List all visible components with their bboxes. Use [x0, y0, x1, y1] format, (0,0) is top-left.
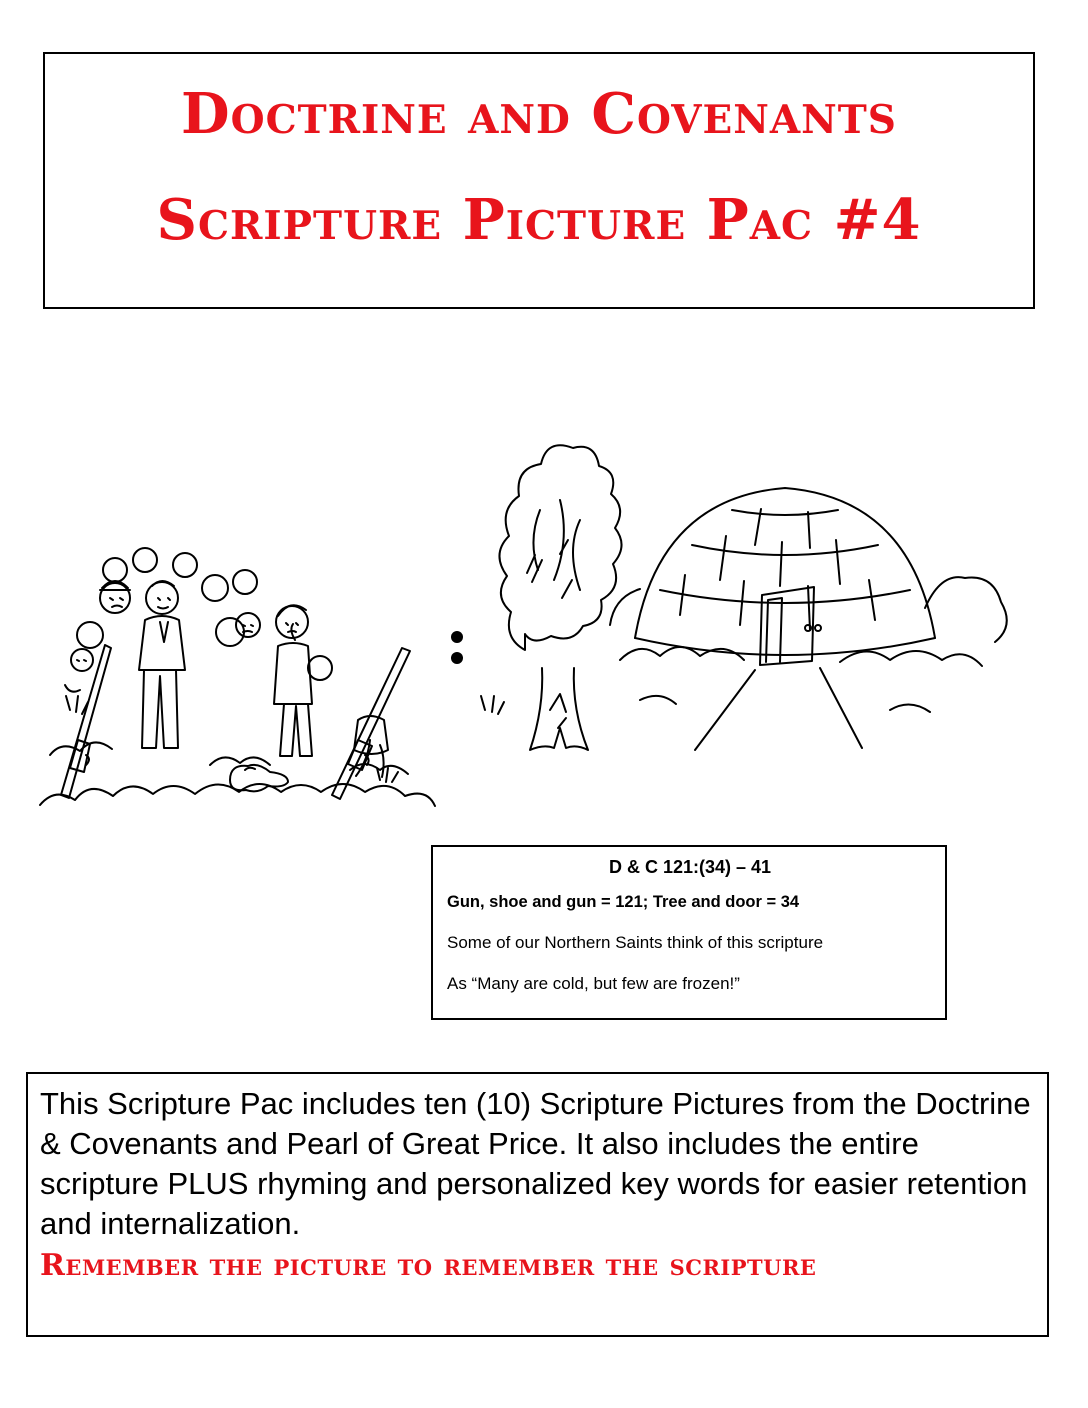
- scripture-reference: D & C 121:(34) – 41: [608, 857, 772, 877]
- gun-right: [332, 648, 410, 799]
- title-line-2: Scripture Picture Pac #4: [156, 187, 922, 253]
- ground-cloud: [40, 784, 435, 806]
- title-line-1: Doctrine and Covenants: [181, 81, 897, 147]
- title-box: [43, 52, 1035, 309]
- gun-left: [61, 645, 111, 798]
- crowd-drawing: [40, 548, 435, 806]
- colon-dot-top: [451, 631, 463, 643]
- tree-drawing: [481, 445, 622, 750]
- description-text: This Scripture Pac includes ten (10) Scripture Pictures from the Doctrine & Covenants and Pearl of Great Price. It also includes the entire scripture PLUS rhyming and personalized key words for easier retention and internalization.: [40, 1086, 1031, 1241]
- shoe: [230, 765, 288, 791]
- tagline: Remember the picture to remember the scripture: [40, 1248, 817, 1283]
- caption-box: [431, 845, 947, 1020]
- caption-line-4: As “Many are cold, but few are frozen!”: [447, 974, 740, 993]
- picture-key: Gun, shoe and gun = 121; Tree and door = 34: [447, 893, 800, 911]
- colon-dot-bottom: [451, 652, 463, 664]
- caption-line-3: Some of our Northern Saints think of this scripture: [447, 933, 824, 952]
- igloo-drawing: [610, 488, 1007, 750]
- scripture-illustration: [20, 410, 1030, 830]
- description-box: [26, 1072, 1049, 1337]
